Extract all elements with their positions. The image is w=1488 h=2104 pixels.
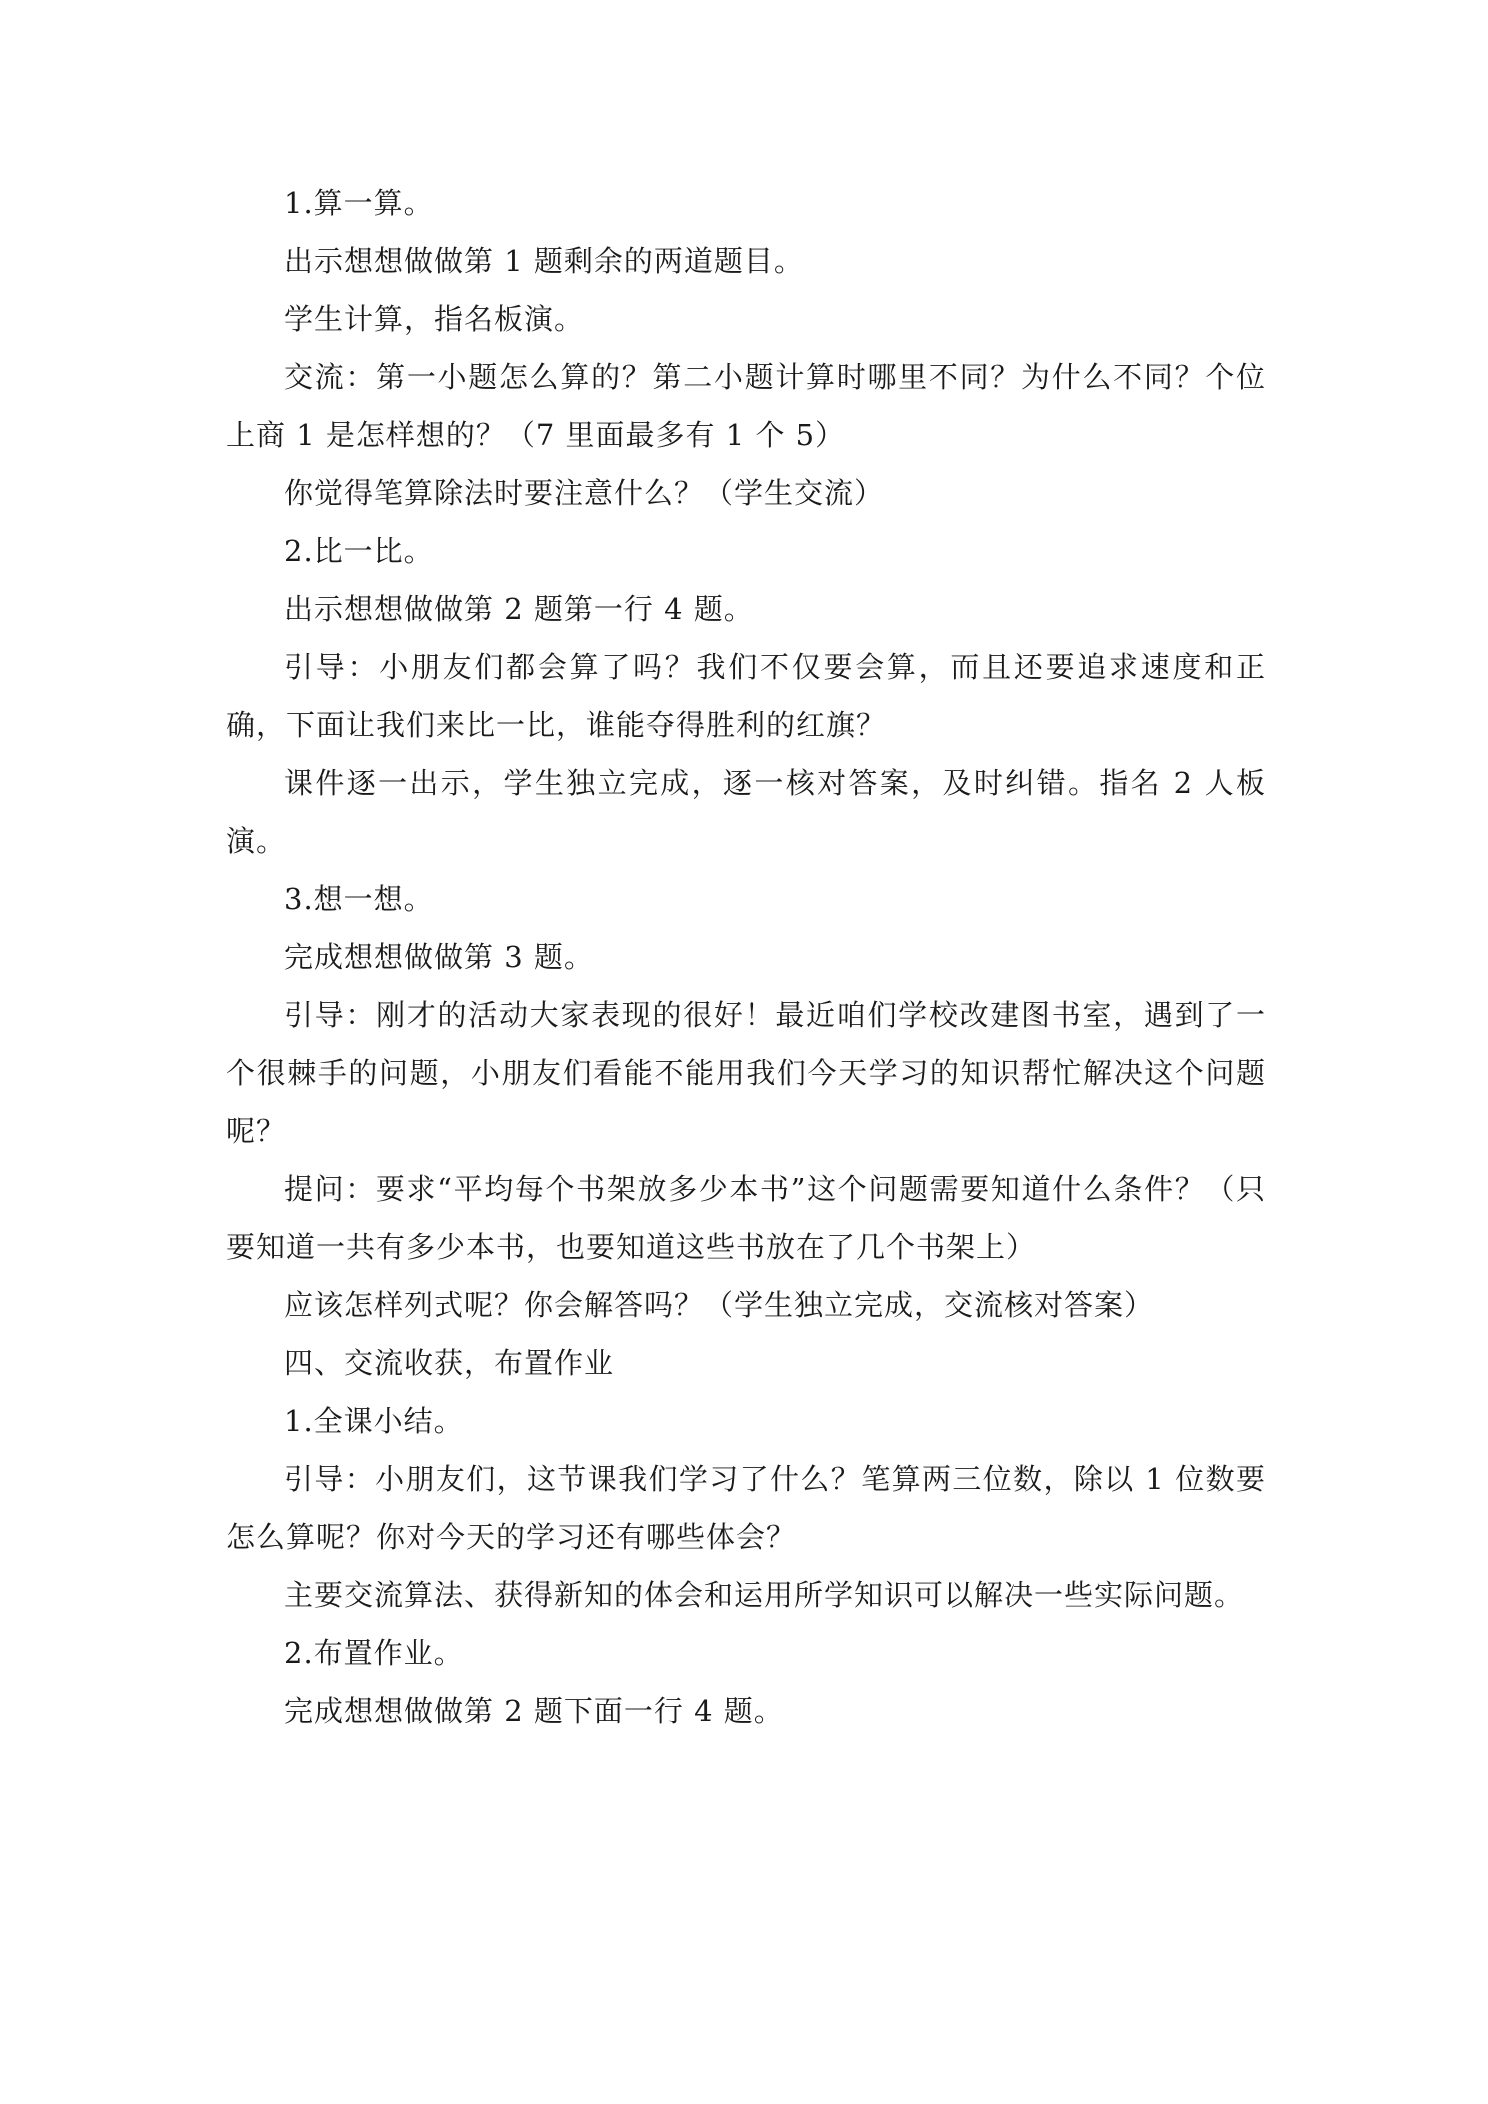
document-page [226,174,1266,1740]
paragraph: 应该怎样列式呢？你会解答吗？（学生独立完成，交流核对答案） [284,1288,1155,1322]
paragraph: 引导：刚才的活动大家表现的很好！最近咱们学校改建图书室，遇到了一个很棘手的问题，小朋友们看能不能用我们今天学习的知识帮忙解决这个问题呢？ [226,998,1266,1148]
step-heading-summary: 1.全课小结。 [284,1404,464,1438]
paragraph: 完成想想做做第 3 题。 [284,940,594,974]
paragraph: 出示想想做做第 2 题第一行 4 题。 [284,592,754,626]
paragraph: 主要交流算法、获得新知的体会和运用所学知识可以解决一些实际问题。 [284,1578,1245,1612]
step-heading-think: 3.想一想。 [284,882,434,916]
paragraph: 学生计算，指名板演。 [284,302,585,336]
paragraph: 提问：要求“平均每个书架放多少本书”这个问题需要知道什么条件？（只要知道一共有多少本书，也要知道这些书放在了几个书架上） [226,1172,1266,1264]
paragraph: 完成想想做做第 2 题下面一行 4 题。 [284,1694,784,1728]
paragraph: 引导：小朋友们，这节课我们学习了什么？笔算两三位数，除以 1 位数要怎么算呢？你对今天的学习还有哪些体会？ [226,1462,1266,1554]
step-heading-homework: 2.布置作业。 [284,1636,464,1670]
paragraph: 课件逐一出示，学生独立完成，逐一核对答案，及时纠错。指名 2 人板演。 [226,766,1266,858]
paragraph: 引导：小朋友们都会算了吗？我们不仅要会算，而且还要追求速度和正确，下面让我们来比一比，谁能夺得胜利的红旗？ [226,650,1266,742]
step-heading-calculate: 1.算一算。 [284,186,434,220]
paragraph: 交流：第一小题怎么算的？第二小题计算时哪里不同？为什么不同？个位上商 1 是怎样想的？（7 里面最多有 1 个 5） [226,360,1266,452]
paragraph: 出示想想做做第 1 题剩余的两道题目。 [284,244,804,278]
step-heading-compare: 2.比一比。 [284,534,434,568]
section-heading: 四、交流收获，布置作业 [284,1346,615,1380]
paragraph: 你觉得笔算除法时要注意什么？（学生交流） [284,476,885,510]
